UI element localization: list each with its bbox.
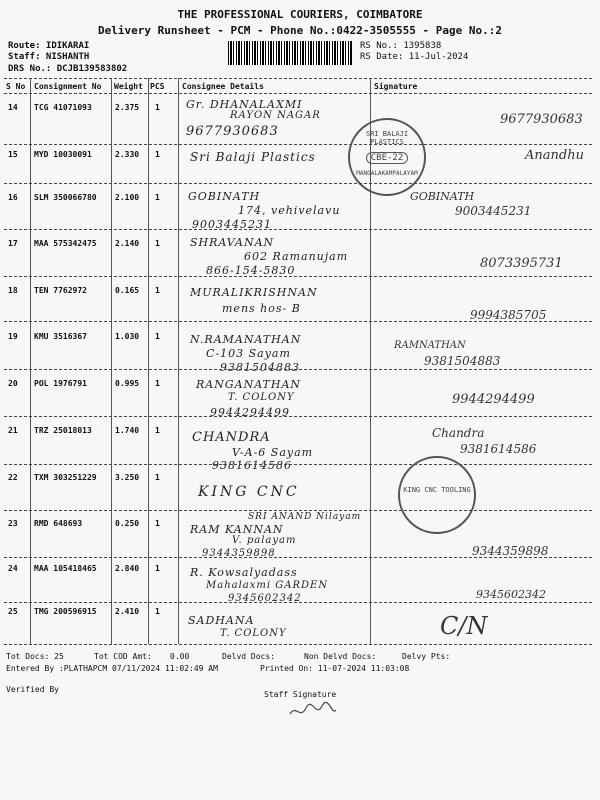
row-sno: 24 (8, 564, 18, 573)
row-weight: 3.250 (115, 473, 140, 482)
col-pcs: PCS (150, 82, 165, 91)
consignee-name: SHRAVANAN (190, 236, 275, 249)
signature-text: 9944294499 (452, 392, 535, 407)
row-separator (4, 644, 592, 645)
signature-text: 8073395731 (480, 256, 563, 271)
row-sno: 21 (8, 426, 18, 435)
company-name: THE PROFESSIONAL COURIERS, COIMBATORE (177, 8, 423, 21)
row-consignment: TRZ 25018013 (34, 426, 92, 435)
consignee-address: 174, vehivelavu (238, 204, 341, 217)
row-separator (4, 229, 592, 230)
row-weight: 2.100 (115, 193, 140, 202)
rs-date: RS Date: 11-Jul-2024 (360, 52, 469, 62)
signature-text: Chandra (432, 426, 485, 440)
consignee-name: R. Kowsalyadass (190, 566, 298, 579)
consignee-address: Mahalaxmi GARDEN (206, 580, 329, 591)
row-consignment: POL 1976791 (34, 379, 87, 388)
consignee-address: T. COLONY (228, 392, 295, 403)
row-separator (4, 464, 592, 465)
row-pcs: 1 (155, 103, 160, 112)
consignee-phone: 9344359898 (202, 548, 276, 559)
row-weight: 0.250 (115, 519, 140, 528)
route: Route: IDIKARAI (8, 41, 90, 51)
col-weight: Weight (114, 82, 143, 91)
row-pcs: 1 (155, 239, 160, 248)
consignee-address: mens hos- B (222, 302, 301, 315)
row-weight: 2.140 (115, 239, 140, 248)
delivery-points: Delvy Pts: (402, 652, 451, 661)
row-separator (4, 144, 592, 145)
staff-signature-label: Staff Signature (264, 690, 337, 699)
stamp-text: KING CNC TOOLING (403, 486, 471, 494)
row-pcs: 1 (155, 150, 160, 159)
staff-signature-scribble (288, 700, 338, 722)
drs-number: DRS No.: DCJB139583802 (8, 64, 128, 74)
row-weight: 1.740 (115, 426, 140, 435)
signature-text: GOBINATH (410, 190, 475, 203)
row-pcs: 1 (155, 332, 160, 341)
header-bottom-rule (4, 93, 592, 94)
company-stamp (398, 456, 476, 534)
delivered-docs: Delvd Docs: (222, 652, 275, 661)
row-separator (4, 602, 592, 603)
row-consignment: TCG 41071093 (34, 103, 92, 112)
consignee-name: GOBINATH (188, 190, 261, 203)
row-weight: 2.375 (115, 103, 140, 112)
col-consignee: Consignee Details (182, 82, 264, 91)
consignee-phone: 9345602342 (228, 593, 302, 604)
col-sno: S No (6, 82, 26, 91)
row-weight: 2.840 (115, 564, 140, 573)
total-cod-value: 0.00 (170, 652, 190, 661)
signature-text: 9381614586 (460, 442, 537, 456)
row-sno: 17 (8, 239, 18, 248)
row-consignment: MYD 10030091 (34, 150, 92, 159)
runsheet-title: Delivery Runsheet - PCM - Phone No.:0422-3505555 - Page No.:2 (98, 24, 502, 37)
consignee-phone: 866-154-5830 (206, 264, 296, 277)
consignee-address: T. COLONY (220, 628, 287, 639)
consignee-address: V. palayam (232, 535, 297, 546)
total-cod-label: Tot COD Amt: (94, 652, 152, 661)
consignee-name: Gr. DHANALAXMI (186, 98, 303, 111)
signature-text: 9003445231 (455, 204, 532, 218)
consignee-phone: 9381614586 (212, 459, 292, 472)
row-sno: 18 (8, 286, 18, 295)
row-sno: 15 (8, 150, 18, 159)
verified-by: Verified By (6, 685, 59, 694)
row-separator (4, 369, 592, 370)
consignee-name: CHANDRA (192, 430, 271, 445)
row-sno: 23 (8, 519, 18, 528)
col-divider (30, 78, 31, 644)
row-weight: 1.030 (115, 332, 140, 341)
header-top-rule (4, 78, 592, 79)
row-sno: 16 (8, 193, 18, 202)
signature-text: 9994385705 (470, 308, 547, 322)
consignee-phone: 9381504883 (220, 361, 300, 374)
consignee-name: SADHANA (188, 614, 255, 627)
consignee-name: MURALIKRISHNAN (190, 286, 318, 299)
row-separator (4, 557, 592, 558)
row-pcs: 1 (155, 286, 160, 295)
col-divider (178, 78, 179, 644)
total-docs: Tot Docs: 25 (6, 652, 64, 661)
consignee-name: N.RAMANATHAN (190, 333, 302, 346)
printed-on: Printed On: 11-07-2024 11:03:08 (260, 664, 410, 673)
consignee-address: V-A-6 Sayam (232, 446, 314, 459)
consignee-address: 602 Ramanujam (244, 250, 349, 263)
row-pcs: 1 (155, 607, 160, 616)
row-pcs: 1 (155, 564, 160, 573)
stamp-text: CBE-22 (366, 152, 408, 164)
col-divider (111, 78, 112, 644)
signature-text: 9677930683 (500, 112, 583, 127)
row-consignment: MAA 105418465 (34, 564, 97, 573)
row-separator (4, 183, 592, 184)
row-weight: 2.330 (115, 150, 140, 159)
row-weight: 0.995 (115, 379, 140, 388)
staff: Staff: NISHANTH (8, 52, 90, 62)
row-pcs: 1 (155, 519, 160, 528)
row-sno: 25 (8, 607, 18, 616)
consignee-phone: 9677930683 (186, 124, 279, 139)
col-signature: Signature (374, 82, 418, 91)
signature-text: C/N (440, 612, 488, 640)
row-weight: 0.165 (115, 286, 140, 295)
stamp-text: SRI BALAJI PLASTICS (365, 130, 409, 146)
row-consignment: TEN 7762972 (34, 286, 87, 295)
row-separator (4, 276, 592, 277)
consignee-phone: 9944294499 (210, 406, 290, 419)
row-separator (4, 321, 592, 322)
row-pcs: 1 (155, 426, 160, 435)
row-sno: 19 (8, 332, 18, 341)
consignee-name: KING CNC (198, 484, 300, 500)
entered-by: Entered By :PLATHAPCM 07/11/2024 11:02:49 AM (6, 664, 218, 673)
row-consignment: MAA 575342475 (34, 239, 97, 248)
row-separator (4, 416, 592, 417)
consignee-phone: 9003445231 (192, 218, 272, 231)
row-consignment: RMD 648693 (34, 519, 83, 528)
signature-text: 9345602342 (476, 588, 546, 601)
signature-text: 9381504883 (424, 354, 501, 368)
consignee-address: RAYON NAGAR (230, 110, 321, 121)
consignee-name: Sri Balaji Plastics (190, 150, 316, 164)
row-weight: 2.410 (115, 607, 140, 616)
row-consignment: TMG 200596915 (34, 607, 97, 616)
col-divider (148, 78, 149, 644)
company-stamp (348, 118, 426, 196)
rs-number: RS No.: 1395838 (360, 41, 442, 51)
consignee-name: RANGANATHAN (196, 378, 302, 391)
row-pcs: 1 (155, 473, 160, 482)
row-consignment: TXM 303251229 (34, 473, 97, 482)
signature-text: 9344359898 (472, 544, 549, 558)
barcode (228, 41, 352, 65)
consignee-address: C-103 Sayam (206, 347, 291, 360)
non-delivered-docs: Non Delvd Docs: (304, 652, 377, 661)
row-sno: 14 (8, 103, 18, 112)
row-consignment: KMU 3516367 (34, 332, 87, 341)
row-sno: 20 (8, 379, 18, 388)
row-pcs: 1 (155, 379, 160, 388)
stamp-text: MANGALAKAMPALAYAM (356, 170, 418, 177)
row-pcs: 1 (155, 193, 160, 202)
row-separator (4, 510, 592, 511)
signature-text: Anandhu (525, 148, 584, 163)
row-sno: 22 (8, 473, 18, 482)
signature-text: RAMNATHAN (394, 340, 466, 351)
consignee-address: SRI ANAND Nilayam (248, 512, 362, 522)
row-consignment: SLM 350066780 (34, 193, 97, 202)
col-consignment: Consignment No (34, 82, 102, 91)
consignee-name: RAM KANNAN (190, 523, 284, 536)
